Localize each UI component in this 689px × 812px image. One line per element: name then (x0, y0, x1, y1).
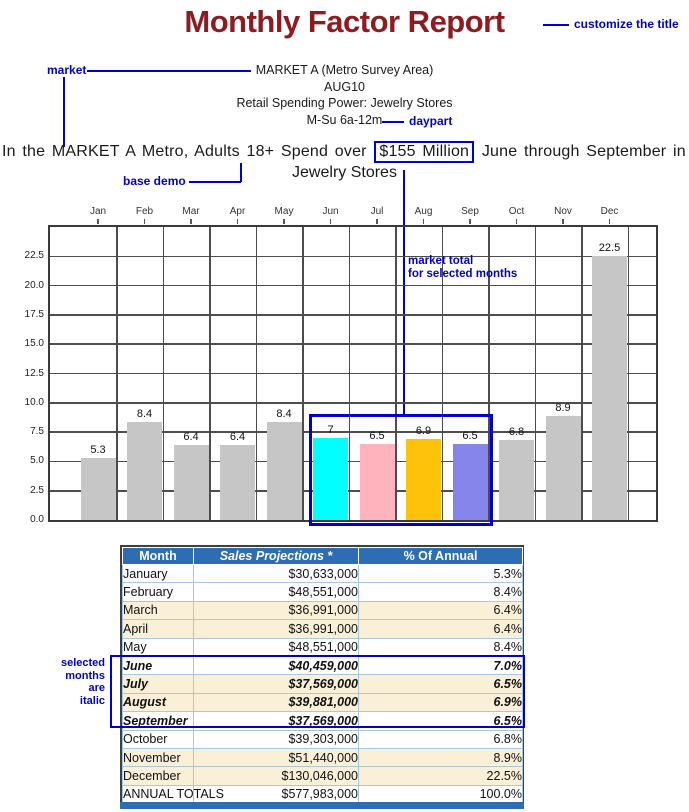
cell-pct: 6.5% (359, 675, 523, 693)
month-label-Oct: Oct (508, 206, 525, 217)
chart-gridline-v-11 (628, 227, 630, 520)
selected-months-annotation-line4: italic (79, 694, 105, 707)
headline-sentence-line2: Jewelry Stores (292, 164, 397, 181)
market-annotation: market (47, 63, 87, 77)
bar-value-Dec: 22.5 (598, 242, 621, 255)
selected-months-annotation-line3: are (88, 682, 105, 694)
bar-value-Mar: 6.4 (183, 431, 199, 443)
cell-month: October (123, 730, 194, 748)
month-label-Jun: Jun (322, 206, 339, 217)
bar-value-Jun: 7 (327, 423, 334, 436)
bar-value-Feb: 8.4 (136, 407, 153, 420)
month-tick-Nov (562, 219, 564, 224)
table-row-march (123, 601, 523, 619)
measure-name: Retail Spending Power: Jewelry Stores (236, 96, 453, 110)
cell-sales: $30,633,000 (194, 565, 359, 583)
selected-months-annotation (30, 657, 105, 707)
bar-value-Jul: 6.5 (369, 429, 385, 442)
table-row-november (123, 748, 523, 766)
bar-value-Apr: 6.4 (229, 431, 246, 443)
market-total-annotation (408, 255, 517, 281)
selected-months-annotation-line1: selected (60, 657, 105, 669)
cell-sales: $39,881,000 (194, 693, 359, 711)
bar-May (267, 422, 302, 520)
col-header-pct: % Of Annual (359, 548, 523, 565)
table-header-row (123, 548, 523, 565)
cell-pct: 22.5% (359, 767, 523, 785)
bar-Apr (220, 445, 255, 520)
y-axis-label-12.5: 12.5 (24, 367, 44, 379)
cell-sales: $130,046,000 (194, 767, 359, 785)
bar-value-Aug: 6.9 (415, 425, 432, 438)
cell-sales: $40,459,000 (194, 656, 359, 674)
month-label-Jan: Jan (89, 206, 107, 217)
month-tick-Apr (237, 219, 239, 224)
cell-sales: $51,440,000 (194, 748, 359, 766)
table-row-december (123, 767, 523, 785)
cell-pct: 6.5% (359, 712, 523, 730)
cell-month: January (123, 565, 194, 583)
market-name: MARKET A (Metro Survey Area) (255, 63, 434, 77)
month-label-May: May (274, 206, 294, 217)
month-label-Jul: Jul (370, 206, 384, 217)
bar-Oct (499, 440, 534, 520)
selected-months-annotation-line2: months (65, 669, 105, 682)
chart-gridline-h-22.5 (50, 256, 656, 258)
table-row-january (123, 565, 523, 583)
y-axis-label-20.0: 20.0 (24, 279, 44, 291)
daypart-annotation: daypart (409, 114, 453, 128)
daypart-value: M-Su 6a-12m (306, 112, 383, 127)
page-title: Monthly Factor Report (184, 4, 505, 39)
cell-pct: 7.0% (359, 656, 523, 674)
cell-pct: 100.0% (359, 785, 523, 803)
y-axis-label-17.5: 17.5 (24, 308, 44, 320)
cell-month: December (123, 767, 194, 785)
month-tick-Feb (144, 219, 146, 224)
table-row-april (123, 620, 523, 638)
cell-pct: 6.8% (359, 730, 523, 748)
market-total-value: $155 Million (379, 143, 470, 160)
month-label-Mar: Mar (182, 206, 200, 217)
market-total-annotation-line1: market total (408, 255, 474, 267)
cell-sales: $48,551,000 (194, 583, 359, 601)
base-demo-annotation: base demo (123, 174, 186, 188)
cell-month: ANNUAL TOTALS (123, 785, 194, 803)
cell-month: February (123, 583, 194, 601)
month-label-Apr: Apr (229, 206, 246, 217)
sentence-post: June through September in (481, 143, 686, 160)
month-tick-Oct (516, 219, 518, 224)
cell-month: July (123, 675, 194, 693)
cell-pct: 8.4% (359, 638, 523, 656)
month-tick-May (283, 219, 285, 224)
chart-gridline-v-4 (302, 227, 304, 520)
month-tick-Aug (423, 219, 425, 224)
month-tick-Jun (330, 219, 332, 224)
bar-Nov (546, 416, 581, 520)
cell-sales: $37,569,000 (194, 675, 359, 693)
month-label-Aug: Aug (414, 206, 433, 217)
chart-gridline-v-1 (163, 227, 165, 520)
bar-value-May: 8.4 (276, 407, 292, 420)
month-label-Sep: Sep (461, 206, 479, 217)
month-tick-Jul (376, 219, 378, 224)
customize-title-annotation: customize the title (574, 17, 679, 31)
bar-Mar (174, 445, 209, 520)
survey-period: AUG10 (324, 79, 365, 94)
cell-sales: $39,303,000 (194, 730, 359, 748)
month-tick-Dec (609, 219, 611, 224)
y-axis-label-2.5: 2.5 (30, 484, 44, 496)
chart-gridline-h-17.5 (50, 314, 656, 316)
cell-pct: 8.4% (359, 583, 523, 601)
month-tick-Mar (190, 219, 192, 224)
month-label-Nov: Nov (554, 206, 572, 217)
chart-gridline-h-15.0 (50, 343, 656, 345)
cell-sales: $36,991,000 (194, 601, 359, 619)
cell-sales: $48,551,000 (194, 638, 359, 656)
y-axis-label-7.5: 7.5 (30, 426, 44, 438)
cell-pct: 6.4% (359, 601, 523, 619)
table-footer-strip (120, 802, 524, 809)
col-header-month: Month (123, 548, 194, 565)
bar-Jan (81, 458, 116, 520)
cell-sales: $37,569,000 (194, 712, 359, 730)
chart-gridline-v-3 (256, 227, 258, 520)
y-axis-label-5.0: 5.0 (30, 455, 44, 467)
chart-gridline-v-9 (535, 227, 537, 520)
table-row-annual-totals (123, 785, 523, 803)
y-axis-label-10.0: 10.0 (24, 396, 44, 408)
cell-month: May (123, 638, 194, 656)
bar-Dec (592, 256, 627, 520)
y-axis-label-0.0: 0.0 (30, 514, 44, 525)
cell-month: November (123, 748, 194, 766)
month-label-Feb: Feb (135, 206, 154, 217)
chart-gridline-v-2 (209, 227, 211, 520)
month-tick-Jan (97, 219, 99, 224)
bar-Feb (127, 422, 162, 520)
month-tick-Sep (469, 219, 471, 224)
chart-gridline-h-20.0 (50, 285, 656, 287)
cell-pct: 6.4% (359, 620, 523, 638)
chart-selected-months-box (309, 414, 493, 526)
cell-pct: 5.3% (359, 565, 523, 583)
cell-sales: $36,991,000 (194, 620, 359, 638)
chart-gridline-v-10 (581, 227, 583, 520)
table-row-october (123, 730, 523, 748)
month-label-Dec: Dec (600, 206, 619, 217)
cell-sales: $577,983,000 (194, 785, 359, 803)
cell-month: June (123, 656, 194, 674)
bar-value-Sep: 6.5 (462, 429, 478, 442)
cell-pct: 8.9% (359, 748, 523, 766)
y-axis-label-22.5: 22.5 (24, 250, 44, 262)
cell-month: August (123, 693, 194, 711)
sentence-pre: In the MARKET A Metro, Adults 18+ Spend over (2, 143, 367, 160)
table-selected-months-box (110, 655, 525, 728)
bar-value-Oct: 6.8 (508, 426, 525, 439)
bar-value-Jan: 5.3 (90, 443, 106, 456)
market-total-annotation-line2: for selected months (408, 268, 518, 280)
cell-month: September (123, 712, 194, 730)
cell-month: April (123, 620, 194, 638)
y-axis-label-15.0: 15.0 (24, 338, 44, 350)
bar-value-Nov: 8.9 (555, 401, 571, 414)
cell-month: March (123, 601, 194, 619)
cell-pct: 6.9% (359, 693, 523, 711)
chart-gridline-v-0 (116, 227, 118, 520)
table-row-may (123, 638, 523, 656)
chart-gridline-h-12.5 (50, 373, 656, 375)
table-row-february (123, 583, 523, 601)
col-header-sales: Sales Projections * (194, 548, 359, 565)
